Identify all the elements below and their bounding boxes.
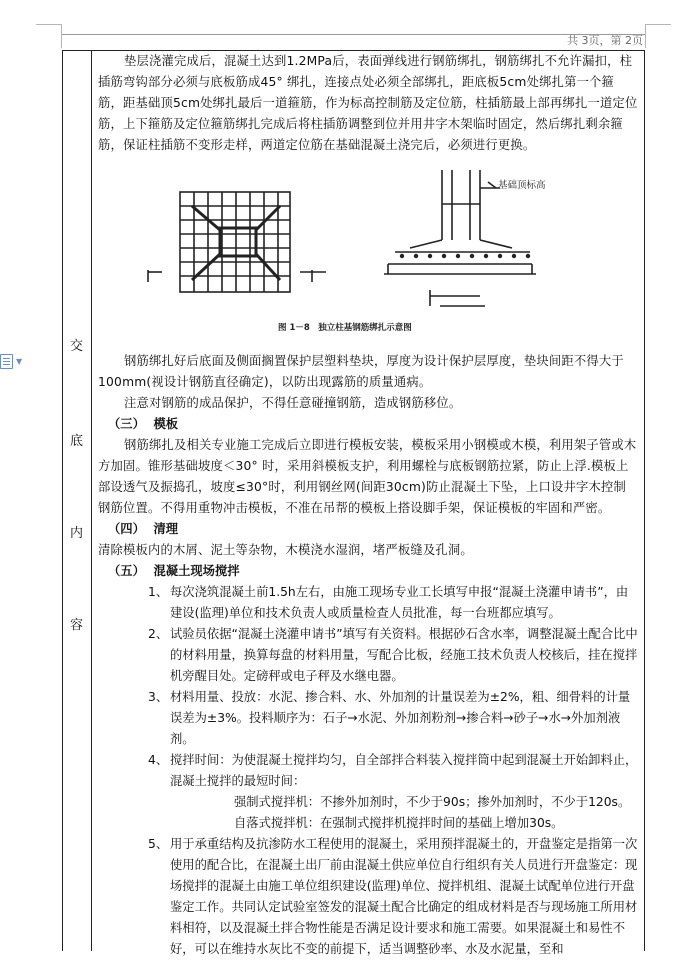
numbered-list	[98, 582, 638, 792]
figure-caption: 图 1－8 独立柱基钢筋绑扎示意图	[278, 323, 412, 333]
side-label-char: 内	[69, 526, 83, 541]
list-item: 3、 材料用量、投放：水泥、掺合料、水、外加剂的计量误差为±2%，粗、细骨料的计量误差为±3%。投料顺序为：石子→水泥、外加剂粉剂→掺合料→砂子→水→外加剂液剂。	[148, 690, 631, 746]
mix-time-line: 自落式搅拌机：在强制式搅拌机搅拌时间的基础上增加30s。	[234, 816, 564, 830]
paragraph: 钢筋绑扎好后底面及侧面搁置保护层塑料垫块，厚度为设计保护层厚度，垫块间距不得大于100mm(视设计钢筋直径确定)，以防出现露筋的质量通病。	[98, 354, 624, 389]
document-icon[interactable]	[0, 354, 13, 369]
section-number: （四）	[108, 522, 145, 536]
section-heading	[98, 561, 638, 582]
list-item: 4、 搅拌时间：为使混凝土搅拌均匀，自全部拌合料装入搅拌筒中起到混凝土开始卸料止，混凝土搅拌的最短时间：	[148, 753, 638, 788]
section-number: （五）	[108, 564, 145, 578]
header-rule	[62, 34, 645, 35]
side-label-char: 交	[69, 339, 83, 354]
side-label-char: 底	[69, 434, 83, 449]
list-item: 1、 每次浇筑混凝土前1.5h左右，由施工现场专业工长填写申报“混凝土浇灌申请书”，由建设(监理)单位和技术负责人或质量检查人员批准，每一台班都应填写。	[148, 585, 629, 620]
numbered-list	[98, 834, 638, 960]
list-item: 2、 试验员依据“混凝土浇灌申请书”填写有关资料。根据砂石含水率，调整混凝土配合比中的材料用量，换算每盘的材料用量，写配合比板，经施工技术负责人校核后，挂在搅拌机旁醒目处。定磅秤或电子秤及水继电器。	[148, 627, 638, 683]
paragraph: 注意对钢筋的成品保护，不得任意碰撞钢筋，造成钢筋移位。	[124, 396, 462, 410]
list-item: 5、 用于承重结构及抗渗防水工程使用的混凝土，采用预拌混凝土的，开盘鉴定是指第一次使用的配合比，在混凝土出厂前由混凝土供应单位自行组织有关人员进行开盘鉴定：现场搅拌的混凝土由施工单位组织建设(监理)单位、搅拌机组、混凝土试配单位进行开盘鉴定工作。共同认定试验室签发的混凝土配合比确定的组成材料是否与现场施工所用材料相符，以及混凝土拌合物性能是否满足设计要求和施工需要。如果混凝土和易性不好，可以在维持水灰比不变的前提下，适当调整砂率、水及水泥量，至和	[148, 837, 638, 956]
header-corner-mark	[645, 24, 671, 25]
header-corner-mark	[61, 24, 62, 48]
rebar-dots	[400, 254, 530, 258]
column-divider	[91, 51, 92, 951]
rebar-figure	[140, 160, 560, 340]
page-indicator: 共 3页，第 2页	[567, 34, 643, 47]
plan-view-grid	[180, 192, 290, 292]
section-title: 模板	[153, 417, 179, 431]
section-number: （三）	[108, 417, 145, 431]
paragraph: 钢筋绑扎及相关专业施工完成后立即进行模板安装，模板采用小钢模或木模，利用架子管或木方加固。锥形基础坡度＜30° 时，采用斜模板支护，利用螺栓与底板钢筋拉紧，防止上浮.模板上部设透气及振捣孔，坡度≤30°时，利用钢丝网(间距30cm)防止混凝土下坠，上口设井字木控制钢筋位置。不得用重物冲击模板，不准在吊帮的模板上搭设脚手架，保证模板的牢固和严密。	[98, 438, 637, 515]
header-corner-mark	[645, 24, 646, 48]
header-corner-mark	[36, 24, 62, 25]
body-text-main	[98, 351, 638, 960]
section-heading	[98, 519, 638, 540]
section-title: 混凝土现场搅拌	[153, 564, 240, 578]
paragraph: 清除模板内的木屑、泥土等杂物，木模浇水湿润，堵严板缝及孔洞。	[98, 543, 473, 557]
section-heading	[98, 414, 638, 435]
figure-label: 基础顶标高	[498, 180, 546, 191]
section-title: 清理	[153, 522, 179, 536]
side-label-char: 容	[69, 618, 83, 633]
paragraph: 垫层浇灌完成后，混凝土达到1.2MPa后，表面弹线进行钢筋绑扎，钢筋绑扎不允许漏扣，柱插筋弯钩部分必须与底板筋成45° 绑扎，连接点处必须全部绑扎，距底板5cm处绑扎第一个箍筋，距基础顶5cm处绑扎最后一道箍筋，作为标高控制筋及定位筋，柱插筋最上部再绑扎一道定位筋，上下箍筋及定位箍筋绑扎完成后将柱插筋调整到位并用井字木架临时固定，然后绑扎剩余箍筋，保证柱插筋不变形走样，两道定位筋在基础混凝土浇完后，必须进行更换。	[98, 54, 638, 152]
body-text-top	[98, 51, 638, 156]
mix-time-line: 强制式搅拌机：不掺外加剂时，不少于90s；掺外加剂时，不少于120s。	[234, 795, 631, 809]
chevron-down-icon[interactable]: ▼	[16, 357, 23, 366]
